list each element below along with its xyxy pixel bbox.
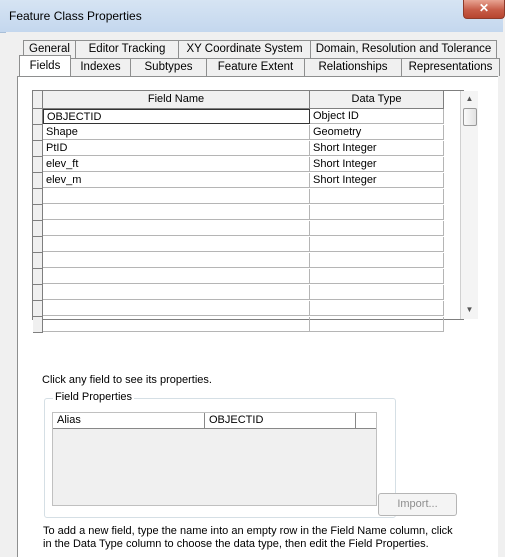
field-name-cell[interactable] — [43, 317, 310, 332]
row-selector[interactable] — [33, 237, 43, 253]
row-selector[interactable] — [33, 221, 43, 237]
fields-tab-panel — [17, 76, 498, 557]
data-type-cell[interactable]: Short Integer — [310, 173, 444, 188]
tab-domain-resolution-tolerance[interactable]: Domain, Resolution and Tolerance — [310, 40, 497, 58]
row-selector[interactable] — [33, 189, 43, 205]
field-properties-table — [52, 412, 377, 506]
close-button[interactable] — [463, 0, 505, 19]
field-name-cell[interactable] — [43, 285, 310, 300]
row-selector[interactable] — [33, 301, 43, 317]
tab-fields[interactable]: Fields — [19, 55, 71, 76]
vertical-scrollbar[interactable] — [460, 91, 478, 319]
data-type-cell[interactable]: Object ID — [310, 109, 444, 124]
close-icon: ✕ — [478, 1, 490, 15]
field-name-cell[interactable] — [43, 189, 310, 204]
title-bar — [0, 0, 503, 33]
row-selector[interactable] — [33, 157, 43, 173]
field-name-cell[interactable] — [43, 253, 310, 268]
field-name-cell[interactable]: elev_ft — [43, 157, 310, 172]
row-selector[interactable] — [33, 125, 43, 141]
field-properties-group — [44, 391, 396, 518]
data-type-cell[interactable] — [310, 285, 444, 300]
field-name-cell[interactable]: OBJECTID — [43, 109, 310, 124]
data-type-cell[interactable] — [310, 253, 444, 268]
window-title: Feature Class Properties — [9, 9, 142, 23]
tab-general[interactable]: General — [23, 40, 76, 58]
field-name-cell[interactable] — [43, 221, 310, 236]
field-hint-text: Click any field to see its properties. — [42, 374, 212, 386]
field-name-cell[interactable] — [43, 301, 310, 316]
data-type-cell[interactable] — [310, 317, 444, 332]
row-selector[interactable] — [33, 173, 43, 189]
data-type-cell[interactable]: Short Integer — [310, 141, 444, 156]
scroll-down-icon[interactable]: ▼ — [465, 305, 474, 314]
row-selector[interactable] — [33, 141, 43, 157]
tab-subtypes[interactable]: Subtypes — [130, 58, 207, 76]
row-selector[interactable] — [33, 285, 43, 301]
row-selector[interactable] — [33, 269, 43, 285]
data-type-cell[interactable] — [310, 205, 444, 220]
field-name-cell[interactable]: elev_m — [43, 173, 310, 188]
property-value-cell[interactable]: OBJECTID — [205, 413, 356, 428]
data-type-cell[interactable] — [310, 269, 444, 284]
property-name-cell: Alias — [53, 413, 205, 428]
scroll-up-icon[interactable]: ▲ — [465, 94, 474, 103]
row-selector[interactable] — [33, 205, 43, 221]
field-name-cell[interactable]: Shape — [43, 125, 310, 140]
tab-feature-extent[interactable]: Feature Extent — [206, 58, 305, 76]
row-selector[interactable] — [33, 253, 43, 269]
table-corner — [33, 91, 43, 109]
property-row[interactable] — [53, 413, 376, 429]
tab-editor-tracking[interactable]: Editor Tracking — [75, 40, 179, 58]
data-type-cell[interactable] — [310, 301, 444, 316]
field-name-cell[interactable] — [43, 237, 310, 252]
data-type-cell[interactable]: Short Integer — [310, 157, 444, 172]
property-extra-cell[interactable] — [356, 413, 376, 428]
data-type-cell[interactable]: Geometry — [310, 125, 444, 140]
field-name-cell[interactable]: PtID — [43, 141, 310, 156]
field-name-cell[interactable] — [43, 269, 310, 284]
import-button[interactable]: Import... — [378, 493, 457, 516]
field-properties-label: Field Properties — [55, 391, 133, 403]
field-name-cell[interactable] — [43, 205, 310, 220]
tab-relationships[interactable]: Relationships — [304, 58, 402, 76]
column-header-data-type[interactable]: Data Type — [310, 91, 444, 109]
scroll-thumb[interactable] — [463, 108, 477, 126]
tab-xy-coordinate-system[interactable]: XY Coordinate System — [178, 40, 311, 58]
row-selector[interactable] — [33, 317, 43, 333]
row-selector[interactable] — [33, 109, 43, 125]
data-type-cell[interactable] — [310, 237, 444, 252]
column-header-field-name[interactable]: Field Name — [43, 91, 310, 109]
data-type-cell[interactable] — [310, 221, 444, 236]
instructions-text: To add a new field, type the name into an empty row in the Field Name column, click in the Data Type column to choose the data type, then edit the Field Properties. — [43, 525, 453, 550]
fields-table[interactable] — [32, 90, 474, 320]
tab-representations[interactable]: Representations — [401, 58, 500, 76]
data-type-cell[interactable] — [310, 189, 444, 204]
tab-indexes[interactable]: Indexes — [70, 58, 131, 76]
